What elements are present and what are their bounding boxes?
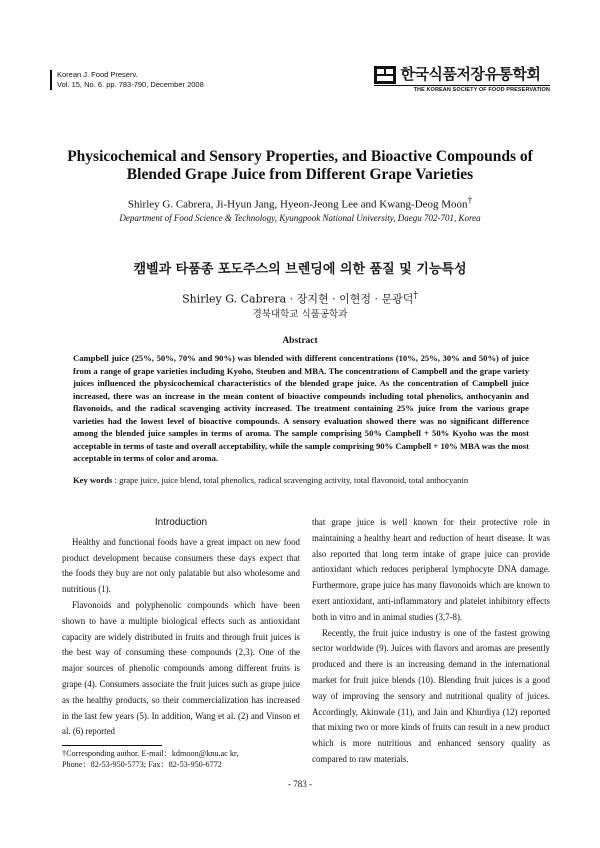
page-number: - 783 - [288, 779, 312, 789]
society-emblem-icon [374, 66, 396, 84]
paragraph: that grape juice is well known for their protective role in maintaining a healthy heart and reduction of heart disease. It was also reported that long term intake of grape juice can provide antioxidant which reduces peripheral lymphocyte DNA damage. Furthermore, grape juice has many flavonoids which are known to exert antioxidant, anti-inflammatory and platelet inhibitory effects both in vitro and in animal studies (3,7-8). [312, 517, 550, 622]
footnote-rule [62, 745, 162, 746]
paper-title [40, 148, 560, 184]
left-column [62, 515, 300, 740]
society-korean-name: 한국식품저장유통학회 [400, 66, 541, 83]
paragraph: Flavonoids and polyphenolic compounds which have been shown to have a multiple biological effects such as antioxidant capacity are widely distributed in fruits and through fruit juices is the best way of consuming these compounds (2,3). One of the major sources of phenolic compounds among different fruits is grape (4). Consumers associate the fruit juices such as grape juice as the healthy products, so their commercialization has increased in the last few years (5). In addition, Wang et al. (2) and Vinson et al. (6) reported [62, 599, 300, 737]
paragraph: Healthy and functional foods have a great impact on new food product development because consumers these days expect that the foods they buy are not only palatable but also wholesome and nutritious (1). [62, 536, 300, 595]
author-names: Shirley G. Cabrera, Ji-Hyun Jang, Hyeon-Jeong Lee and Kwang-Deog Moon [127, 198, 468, 211]
society-english-name: THE KOREAN SOCIETY OF FOOD PRESERVATION [374, 85, 550, 93]
abstract-text: Campbell juice (25%, 50%, 70% and 90%) was blended with different concentrations (10%, 25%, 30% and 50%) of juice from a range of grape varieties including Kyoho, Steuben and MBA. The concentrations of Campbell and the grape variety juices influenced the physicochemical characteristics of the blended grape juice. As the concentration of Campbell juice increased, there was an increase in the mean content of bioactive compounds including total phenolics, anthocyanin and flavonoids, and the radical scavenging activity increased. The treatment containing 25% juice from the various grape varieties had the lowest level of bioactive compounds. A sensory evaluation showed there was no significant difference among the blended juice samples in terms of aroma. The sample comprising 50% Campbell + 50% Kyoho was the most acceptable in terms of taste and overall acceptability, while the sample comprising 90% Campbell + 10% MBA was the most acceptable in terms of color and aroma. [73, 353, 529, 463]
journal-volume: Vol. 15, No. 6. pp. 783-790, December 2008 [57, 80, 204, 89]
footnote-phone: Phone：82-53-950-5773; Fax：82-53-950-6772 [62, 760, 222, 769]
corresponding-mark: † [467, 195, 473, 205]
korean-author-names: Shirley G. Cabrera · 장지현 · 이현정 · 문광덕 [182, 292, 414, 306]
korean-affiliation: 경북대학교 식품공학과 [252, 309, 348, 320]
journal-name: Korean J. Food Preserv. [57, 70, 138, 79]
right-column [312, 515, 550, 768]
paper-title-line1: Physicochemical and Sensory Properties, and Bioactive Compounds of [67, 148, 533, 165]
paper-title-line2: Blended Grape Juice from Different Grape Varieties [126, 166, 474, 183]
affiliation: Department of Food Science & Technology, Kyungpook National University, Daegu 702-701, Korea [119, 213, 481, 223]
society-logo-block [374, 66, 550, 93]
korean-corresponding-mark: † [413, 290, 418, 301]
corresponding-footnote [62, 745, 300, 770]
abstract-heading: Abstract [282, 336, 318, 346]
footnote-email: †Corresponding author. E-mail：kdmoon@knu.ac kr, [62, 749, 239, 758]
keywords [73, 474, 529, 486]
paragraph: Recently, the fruit juice industry is one of the fastest growing sector worldwide (9). Juices with flavors and aromas are presently produced and there is an increasing demand in the international market for fruit juice blends (10). Blending fruit juices is a good way of improving the sensory and nutritional quality of juices. Accordingly, Akinwale (11), and Jain and Khurdiya (12) reported that mixing two or more kinds of fruits can result in a new product which is more nutritious and enhanced sensory quality as compared to raw materials. [312, 627, 550, 764]
introduction-heading: Introduction [154, 517, 208, 528]
keywords-list: : grape juice, juice blend, total phenolics, radical scavenging activity, total flavonoid, total anthocyanin [114, 475, 469, 485]
author-list [40, 195, 560, 211]
keywords-label: Key words [73, 475, 113, 485]
journal-info [50, 70, 204, 90]
korean-title: 캠벨과 타품종 포도주스의 브렌딩에 의한 품질 및 기능특성 [133, 262, 467, 277]
korean-author-list [40, 290, 560, 307]
